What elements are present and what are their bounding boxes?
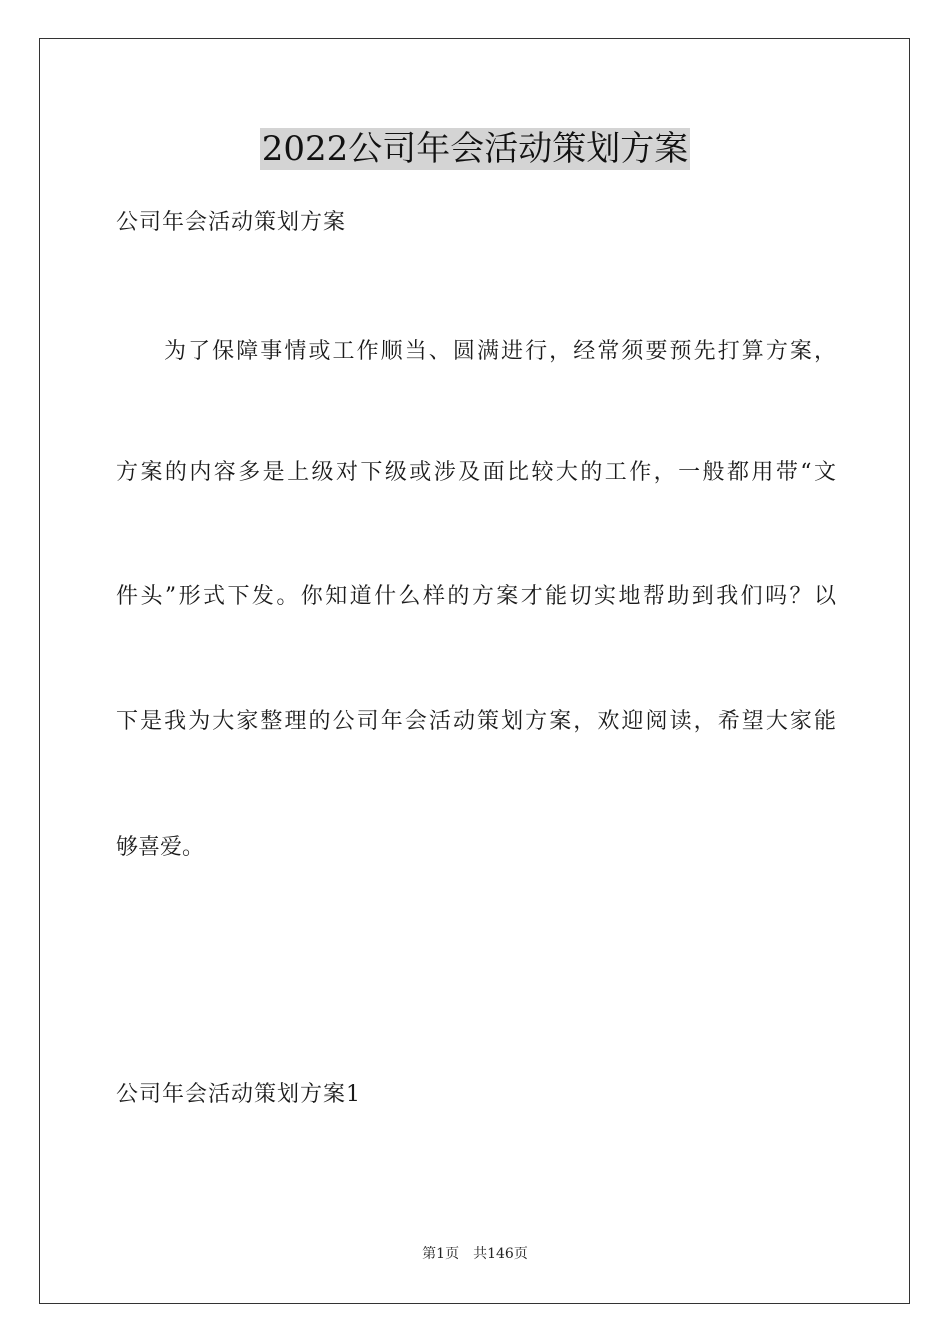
- paragraph-line: 下是我为大家整理的公司年会活动策划方案，欢迎阅读，希望大家能: [116, 709, 836, 734]
- paragraph-line: 为了保障事情或工作顺当、圆满进行，经常须要预先打算方案，: [164, 339, 836, 364]
- paragraph-line: 方案的内容多是上级对下级或涉及面比较大的工作，一般都用带“文: [116, 460, 836, 485]
- page-footer: [0, 1244, 950, 1264]
- document-subtitle: 公司年会活动策划方案: [116, 210, 347, 235]
- page-number: 第1页: [422, 1246, 460, 1262]
- document-title: 2022公司年会活动策划方案: [261, 129, 689, 169]
- paragraph-line: 够喜爱。: [116, 835, 205, 860]
- page-total: 共146页: [473, 1246, 528, 1262]
- title-container: [0, 128, 950, 170]
- section-heading: 公司年会活动策划方案1: [116, 1082, 361, 1107]
- paragraph-line: 件头”形式下发。你知道什么样的方案才能切实地帮助到我们吗？以: [116, 584, 836, 609]
